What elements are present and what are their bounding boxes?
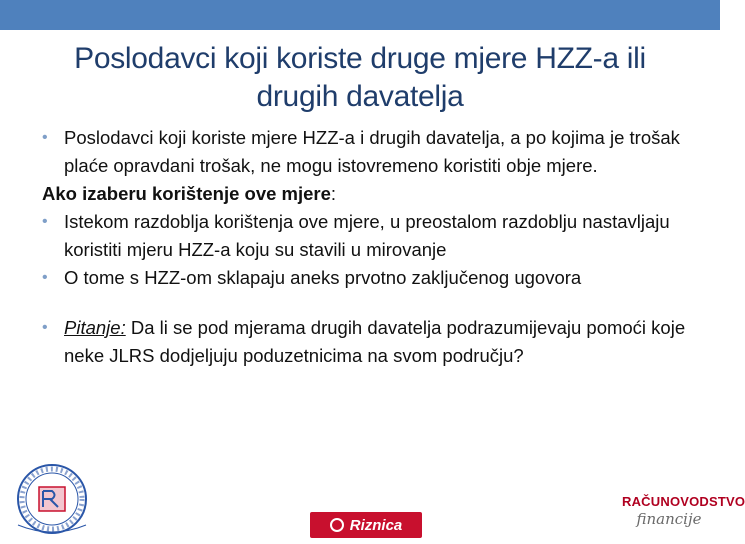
bullet-icon: • — [42, 269, 48, 286]
bold-lead: Ako izaberu korištenje ove mjere — [42, 183, 331, 204]
top-accent-bar — [0, 0, 720, 30]
bullet-item — [42, 264, 692, 292]
riznica-logo — [310, 512, 422, 538]
paragraph — [42, 180, 692, 208]
question-label: Pitanje: — [64, 317, 126, 338]
bullet-icon: • — [42, 213, 48, 230]
slide-title: Poslodavci koji koriste druge mjere HZZ-a ili drugih davatelja — [74, 42, 646, 113]
bullet-icon: • — [42, 129, 48, 146]
racunovodstvo-logo-title: RAČUNOVODSTVO — [622, 494, 745, 509]
riznica-emblem-icon — [330, 518, 344, 532]
slide-body — [42, 124, 692, 370]
bullet-text: O tome s HZZ-om sklapaju aneks prvotno zaključenog ugovora — [64, 267, 582, 288]
colon: : — [330, 183, 337, 204]
racunovodstvo-logo — [622, 494, 745, 538]
seal-icon — [4, 455, 100, 539]
bullet-text: Poslodavci koji koriste mjere HZZ-a i drugih davatelja, a po kojima je trošak plaće opravdani trošak, ne mogu istovremeno koristiti obje mjere. — [64, 127, 680, 176]
riznica-logo-text: Riznica — [349, 516, 403, 534]
bullet-item — [42, 208, 692, 264]
bullet-text: Da li se pod mjerama drugih davatelja podrazumijevaju pomoći koje neke JLRS dodjeljuju poduzetnicima na svom području? — [64, 317, 686, 366]
association-seal-logo — [4, 455, 100, 539]
racunovodstvo-logo-subtitle: financije — [636, 510, 702, 528]
bullet-icon: • — [42, 319, 48, 336]
spacer — [42, 292, 692, 314]
bullet-item — [42, 314, 692, 370]
bullet-item — [42, 124, 692, 180]
bullet-text: Istekom razdoblja korištenja ove mjere, u preostalom razdoblju nastavljaju koristiti mjeru HZZ-a koju su stavili u mirovanje — [64, 211, 670, 260]
